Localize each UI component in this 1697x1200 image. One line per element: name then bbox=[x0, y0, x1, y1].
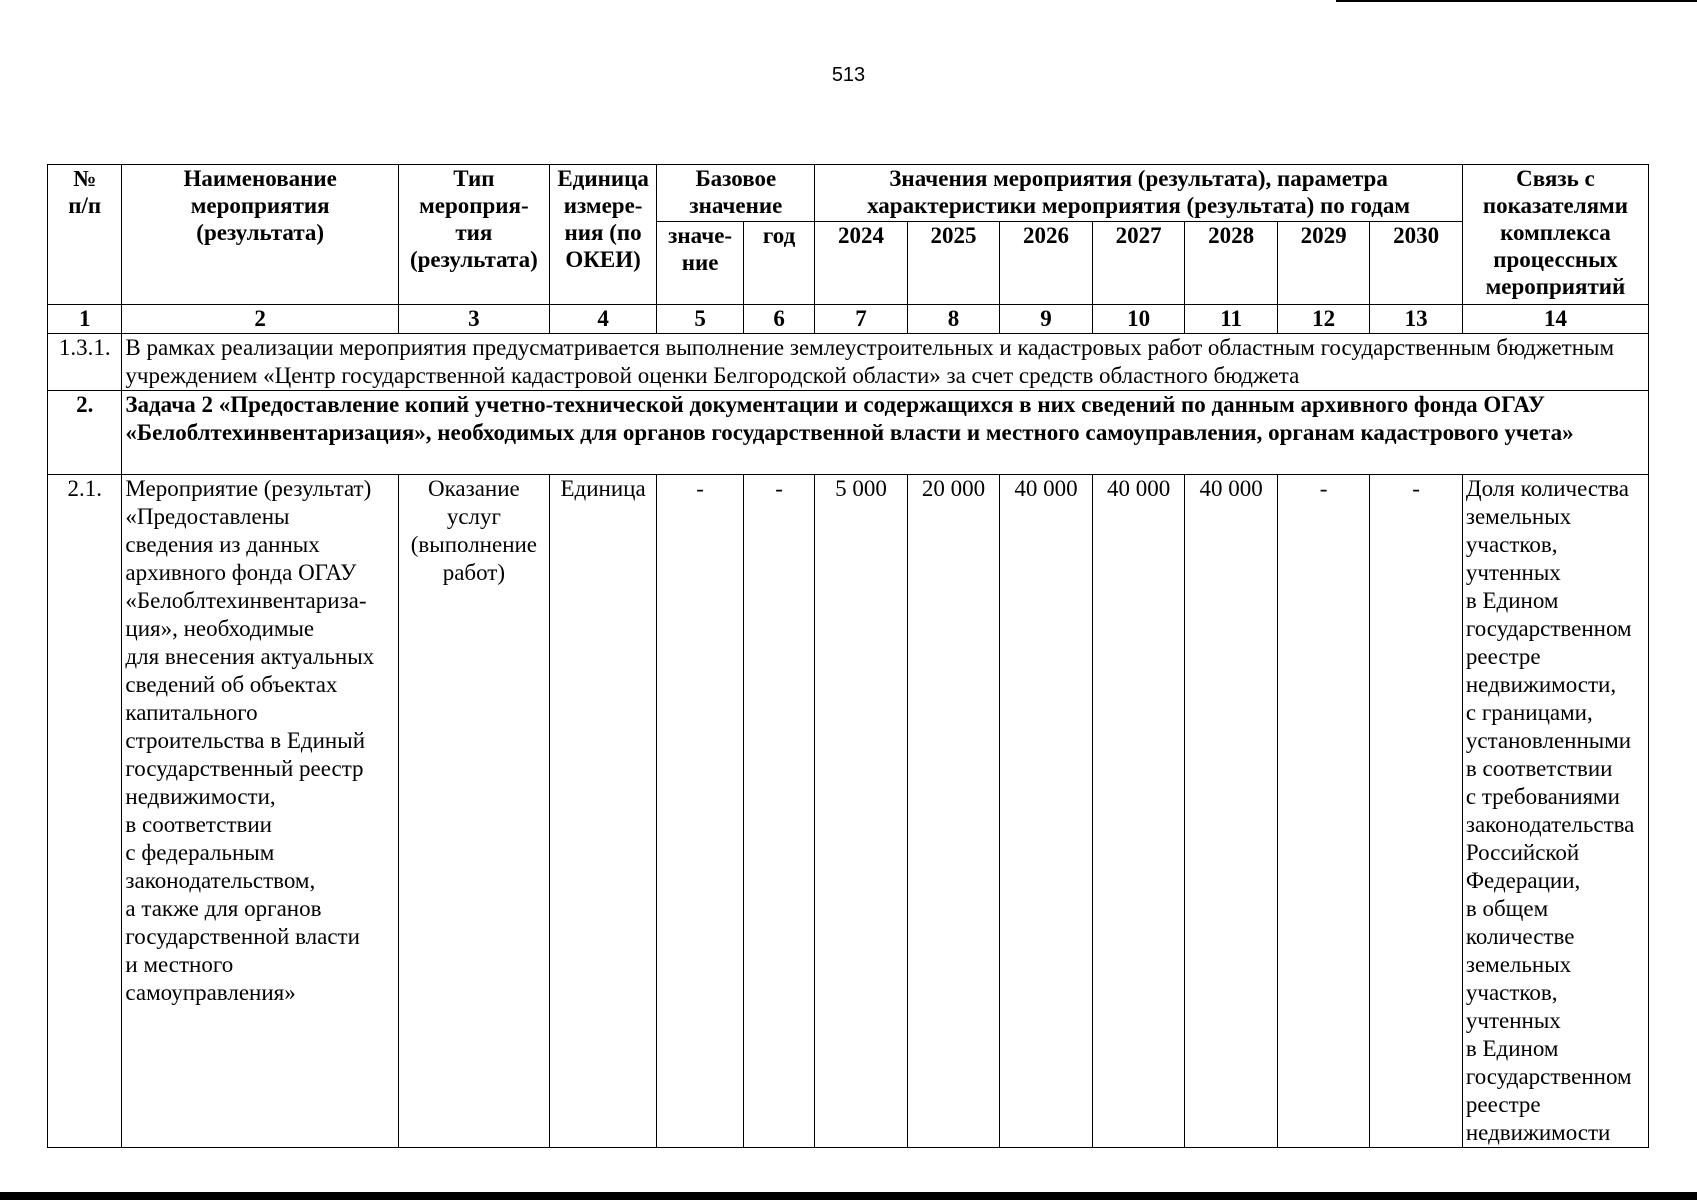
header-year-2026: 2026 bbox=[1000, 222, 1093, 305]
row-number: 2.1. bbox=[48, 475, 122, 1148]
value-2026: 40 000 bbox=[1000, 475, 1093, 1148]
column-number: 4 bbox=[549, 305, 657, 334]
row-text: В рамках реализации мероприятия предусматривается выполнение землеустроительных и кадастровых работ областным государственным бюджетным учреждением «Центр государственной кадастровой оценки Белгородской области» за счет средств областного бюджета bbox=[122, 334, 1649, 391]
indicator-link: Доля количества земельных участков, учтенных в Едином государственном реестре недвижимости, с границами, установленными в соответствии с требованиями законодательства Российской Федерации, в общем количестве земельных участков, учтенных в Едином государственном реестре недвижимости bbox=[1462, 475, 1648, 1148]
header-name: Наименование мероприятия (результата) bbox=[122, 165, 399, 305]
measure-unit: Единица bbox=[549, 475, 657, 1148]
header-year-2028: 2028 bbox=[1185, 222, 1278, 305]
header-type: Тип мероприя-тия (результата) bbox=[398, 165, 549, 305]
column-number: 5 bbox=[657, 305, 743, 334]
column-number: 12 bbox=[1277, 305, 1370, 334]
column-number: 8 bbox=[907, 305, 1000, 334]
row-1-3-1 bbox=[48, 334, 1649, 391]
column-number: 1 bbox=[48, 305, 122, 334]
value-2029: - bbox=[1277, 475, 1370, 1148]
task-title: Задача 2 «Предоставление копий учетно-технической документации и содержащихся в них сведений по данным архивного фонда ОГАУ «Белоблтехинвентаризация», необходимых для органов государственной власти и местного самоуправления, органам кадастрового учета» bbox=[122, 391, 1649, 475]
header-year-2030: 2030 bbox=[1370, 222, 1463, 305]
value-2024: 5 000 bbox=[815, 475, 908, 1148]
value-2027: 40 000 bbox=[1092, 475, 1185, 1148]
column-number: 14 bbox=[1462, 305, 1648, 334]
header-year-2027: 2027 bbox=[1092, 222, 1185, 305]
header-values: Значения мероприятия (результата), параметра характеристики мероприятия (результата) по годам bbox=[815, 165, 1463, 222]
measure-name: Мероприятие (результат) «Предоставлены сведения из данных архивного фонда ОГАУ «Белоблтехинвентариза- ция», необходимые для внесения актуальных сведений об объектах капитального строительства в Единый государственный реестр недвижимости, в соответствии с федеральным законодательством, а также для органов государственной власти и местного самоуправления» bbox=[122, 475, 399, 1148]
header-num: № п/п bbox=[48, 165, 122, 305]
measures-table bbox=[47, 164, 1649, 1148]
column-number: 10 bbox=[1092, 305, 1185, 334]
bottom-band bbox=[0, 1192, 1697, 1200]
column-number: 13 bbox=[1370, 305, 1463, 334]
value-2025: 20 000 bbox=[907, 475, 1000, 1148]
measure-type: Оказание услуг (выполнение работ) bbox=[398, 475, 549, 1148]
header-link: Связь с показателями комплекса процессных мероприятий bbox=[1462, 165, 1648, 305]
header-year-2025: 2025 bbox=[907, 222, 1000, 305]
column-number: 6 bbox=[743, 305, 814, 334]
value-2030: - bbox=[1370, 475, 1463, 1148]
base-year: - bbox=[743, 475, 814, 1148]
row-number: 1.3.1. bbox=[48, 334, 122, 391]
row-task-2 bbox=[48, 391, 1649, 475]
header-base: Базовое значение bbox=[657, 165, 815, 222]
value-2028: 40 000 bbox=[1185, 475, 1278, 1148]
header-base-value: значе-ние bbox=[657, 222, 743, 305]
header-unit: Единица измере-ния (по ОКЕИ) bbox=[549, 165, 657, 305]
column-number: 2 bbox=[122, 305, 399, 334]
column-number: 9 bbox=[1000, 305, 1093, 334]
column-number: 3 bbox=[398, 305, 549, 334]
header-year-2024: 2024 bbox=[815, 222, 908, 305]
column-number: 11 bbox=[1185, 305, 1278, 334]
row-number: 2. bbox=[48, 391, 122, 475]
column-number: 7 bbox=[815, 305, 908, 334]
top-rule bbox=[1336, 0, 1697, 2]
base-value: - bbox=[657, 475, 743, 1148]
header-base-year: год bbox=[743, 222, 814, 305]
row-2-1 bbox=[48, 475, 1649, 1148]
page-number: 513 bbox=[831, 64, 866, 86]
header-year-2029: 2029 bbox=[1277, 222, 1370, 305]
